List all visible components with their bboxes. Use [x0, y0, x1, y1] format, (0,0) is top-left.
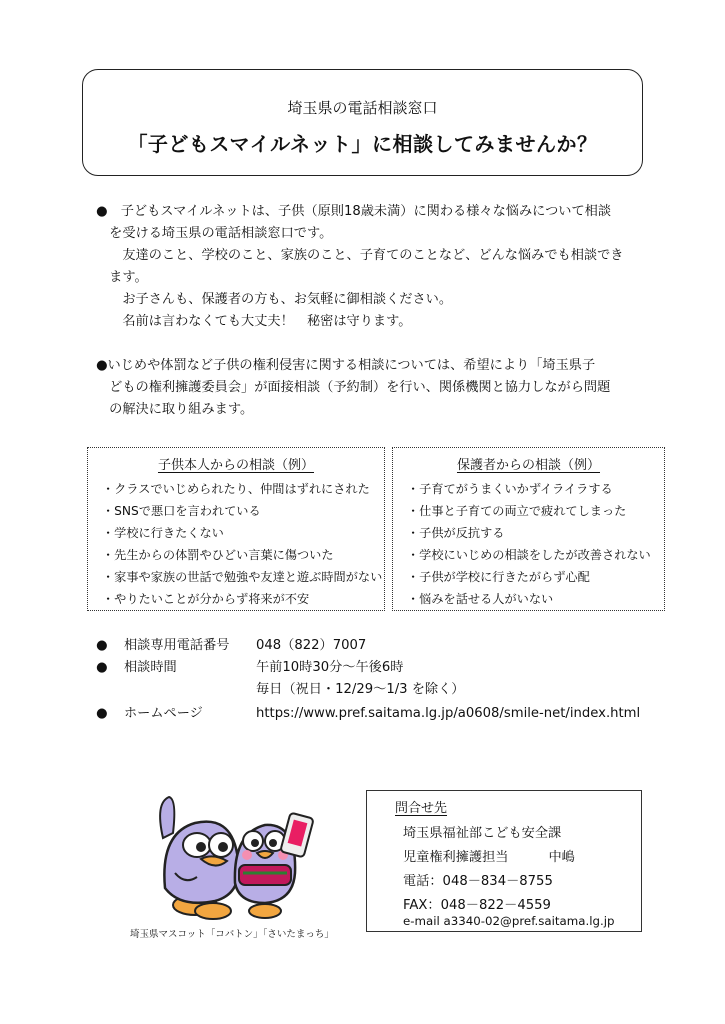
list-item: ・仕事と子育ての両立で疲れてしまった	[407, 504, 627, 518]
homepage-link[interactable]: https://www.pref.saitama.lg.jp/a0608/smile-net/index.html	[256, 706, 641, 721]
bullet-icon: ●	[96, 638, 108, 653]
page-subtitle: 埼玉県の電話相談窓口	[287, 99, 438, 117]
child-examples-box	[87, 447, 385, 611]
mascot-caption: 埼玉県マスコット「コバトン」「さいたまっち」	[130, 929, 334, 940]
parent-examples-list	[407, 478, 651, 610]
rights-paragraph	[96, 355, 656, 421]
child-examples-list	[102, 478, 382, 610]
rights-line: ●いじめや体罰など子供の権利侵害に関する相談については、希望により「埼玉県子	[96, 358, 596, 373]
contact-box	[366, 790, 642, 932]
parent-examples-heading: 保護者からの相談（例）	[456, 458, 600, 473]
kobaton-icon	[160, 797, 239, 919]
child-examples-heading: 子供本人からの相談（例）	[157, 458, 314, 473]
list-item: ・悩みを話せる人がいない	[407, 592, 554, 606]
list-item: ・子供が反抗する	[407, 526, 505, 540]
homepage-label: ホームページ	[124, 706, 203, 721]
list-item: ・子育てがうまくいかずイライラする	[407, 482, 613, 496]
list-item: ・学校にいじめの相談をしたが改善されない	[407, 548, 651, 562]
contact-tel[interactable]: 電話：048－834－8755	[403, 874, 553, 889]
parent-examples-box	[392, 447, 665, 611]
intro-line: ● 子どもスマイルネットは、子供（原則18歳未満）に関わる様々な悩みについて相談	[96, 204, 612, 219]
contact-heading: 問合せ先	[395, 801, 448, 816]
mascot-illustration	[135, 793, 325, 923]
rights-line: どもの権利擁護委員会」が面接相談（予約制）を行い、関係機関と協力しながら問題	[96, 380, 611, 395]
hours-value: 午前10時30分～午後6時	[256, 660, 404, 675]
list-item: ・SNSで悪口を言われている	[102, 504, 261, 518]
bullet-icon: ●	[96, 706, 108, 721]
rights-line: の解決に取り組みます。	[96, 402, 254, 417]
intro-line: 名前は言わなくても大丈夫！ 秘密は守ります。	[96, 314, 412, 329]
bullet-icon: ●	[96, 660, 108, 675]
list-item: ・家事や家族の世話で勉強や友達と遊ぶ時間がない	[102, 570, 383, 584]
intro-paragraph	[96, 201, 656, 333]
intro-line: ます。	[96, 270, 148, 285]
page-title: 「子どもスマイルネット」に相談してみませんか？	[127, 132, 598, 156]
list-item: ・やりたいことが分からず将来が不安	[102, 592, 310, 606]
hours-label: 相談時間	[124, 660, 177, 675]
phone-label: 相談専用電話番号	[124, 638, 230, 653]
hours-note: 毎日（祝日・12/29～1/3 を除く）	[256, 682, 465, 697]
contact-department: 埼玉県福祉部こども安全課	[403, 826, 562, 841]
saitamatchi-icon	[235, 813, 314, 918]
list-item: ・先生からの体罰やひどい言葉に傷ついた	[102, 548, 334, 562]
contact-section: 児童権利擁護担当	[403, 850, 509, 865]
list-item: ・子供が学校に行きたがらず心配	[407, 570, 590, 584]
contact-fax: FAX：048－822－4559	[403, 898, 551, 913]
intro-line: を受ける埼玉県の電話相談窓口です。	[96, 226, 333, 241]
list-item: ・学校に行きたくない	[102, 526, 224, 540]
contact-person: 中嶋	[548, 850, 575, 865]
title-box	[82, 69, 643, 176]
list-item: ・クラスでいじめられたり、仲間はずれにされた	[102, 482, 370, 496]
contact-email[interactable]: e-mail a3340-02@pref.saitama.lg.jp	[403, 914, 615, 928]
intro-line: 友達のこと、学校のこと、家族のこと、子育てのことなど、どんな悩みでも相談でき	[96, 248, 624, 263]
intro-line: お子さんも、保護者の方も、お気軽に御相談ください。	[96, 292, 453, 307]
phone-number[interactable]: 048（822）7007	[256, 638, 367, 653]
contact-section-row	[403, 846, 575, 865]
